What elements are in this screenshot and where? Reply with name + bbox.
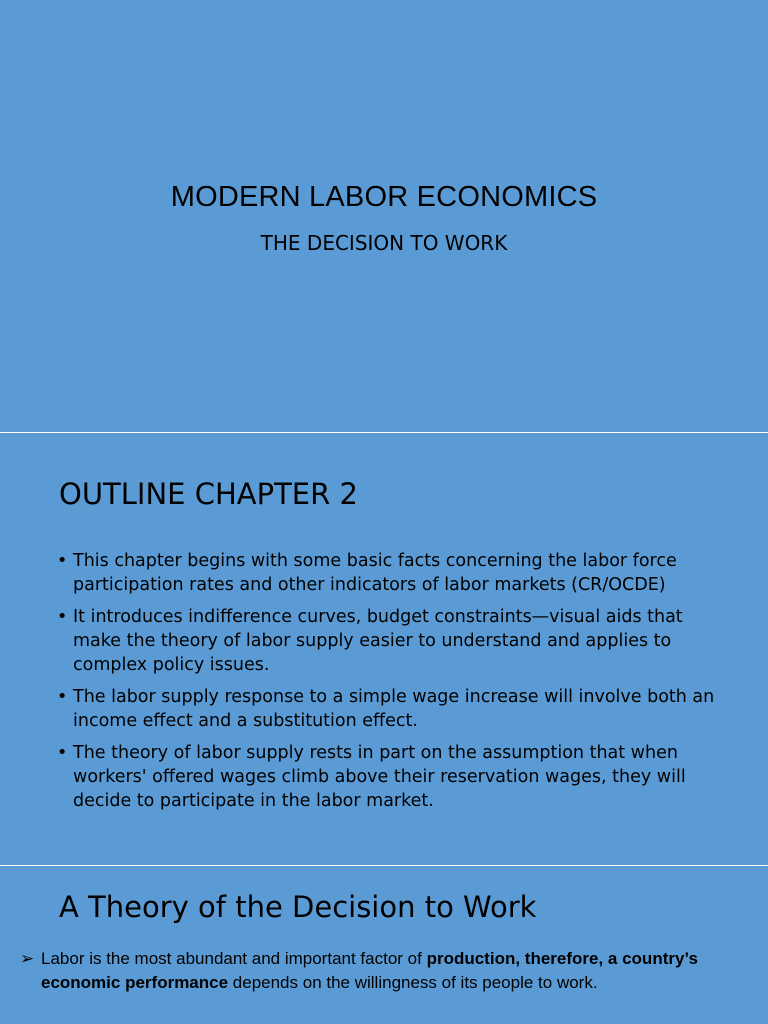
outline-bullet-list <box>57 549 727 821</box>
bullet-text: It introduces indifference curves, budget constraints—visual aids that make the theory of labor supply easier to understand and applies to complex policy issues. <box>73 607 683 675</box>
bullet-text: This chapter begins with some basic facts concerning the labor force participation rates and other indicators of labor markets (CR/OCDE) <box>73 551 677 595</box>
theory-slide <box>0 866 768 1024</box>
bullet-icon: • <box>57 687 68 707</box>
list-item <box>57 685 727 733</box>
arrow-item-text <box>20 947 740 994</box>
list-item <box>57 549 727 597</box>
list-item <box>57 605 727 677</box>
bullet-text: The labor supply response to a simple wage increase will involve both an income effect and a substitution effect. <box>73 687 715 731</box>
title-slide <box>0 0 768 432</box>
bullet-icon: • <box>57 743 68 763</box>
theory-heading: A Theory of the Decision to Work <box>59 890 537 924</box>
bullet-icon: • <box>57 551 68 571</box>
list-item <box>20 947 740 994</box>
item-text-part-3: depends on the willingness of its people to work. <box>228 972 598 992</box>
list-item <box>57 741 727 813</box>
outline-heading: OUTLINE CHAPTER 2 <box>59 477 358 511</box>
bullet-text: The theory of labor supply rests in part on the assumption that when workers' offered wages climb above their reservation wages, they will decide to participate in the labor market. <box>73 743 686 811</box>
arrow-bullet-icon: ➢ <box>20 949 35 968</box>
slide-subtitle: THE DECISION TO WORK <box>260 231 508 255</box>
slide-title: MODERN LABOR ECONOMICS <box>170 181 598 213</box>
item-text-part-1: Labor is the most abundant and important factor of <box>41 949 427 968</box>
outline-slide <box>0 433 768 865</box>
item-text-bold: production, therefore, a country’s economic performance <box>41 949 698 992</box>
bullet-icon: • <box>57 607 68 627</box>
